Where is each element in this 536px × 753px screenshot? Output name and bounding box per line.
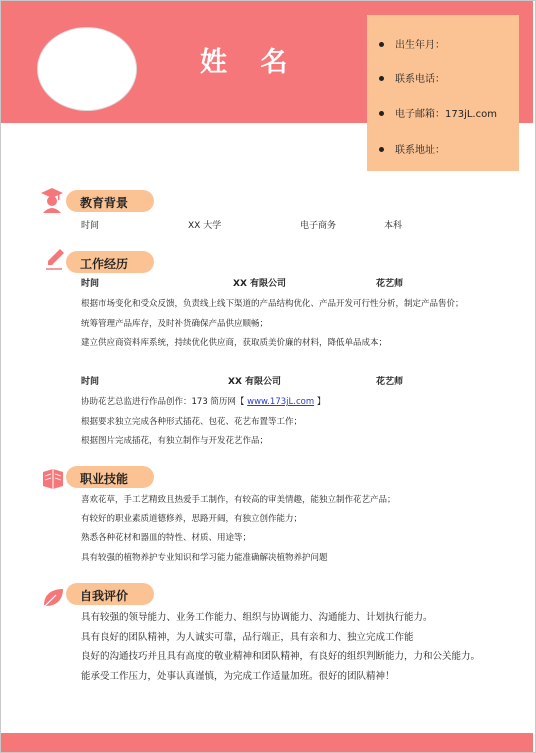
job-title: 花艺师 [376,377,404,387]
section-title: 教育背景 [80,196,129,210]
skill-line: 具有较强的植物养护专业知识和学习能力能准确解决植物养护问题 [81,553,328,563]
self-line: 具有良好的团队精神，为人诚实可靠，品行端正，具有亲和力、独立完成工作能 [81,632,414,643]
job-duty: 协助花艺总监进行作品创作：173 简历网【 www.173jL.com 】 [81,397,326,407]
skill-line: 喜欢花草，手工艺精致且热爱手工制作，有较高的审美情趣，能独立制作花艺产品； [81,495,396,505]
website-link[interactable]: www.173jL.com [247,397,315,407]
contact-address: 联系地址： [379,141,445,156]
bullet-icon [379,76,384,81]
self-line: 具有较强的领导能力、业务工作能力、组织与协调能力、沟通能力、计划执行能力。 [81,612,433,623]
footer-band [1,733,533,752]
edu-time: 时间 [81,221,100,231]
section-title: 自我评价 [80,589,129,603]
job-time: 时间 [81,279,100,289]
skill-line: 熟悉各种花材和器皿的特性、材质、用途等； [81,533,252,543]
edu-school: XX 大学 [188,221,222,231]
job-duty: 统筹管理产品库存，及时补货确保产品供应顺畅； [81,319,269,329]
page-title: 姓 名 [200,47,300,78]
graduation-icon [40,186,64,214]
section-title: 职业技能 [80,472,129,486]
contact-email: 电子邮箱：173jL.com [379,105,497,120]
contact-birth: 出生年月： [379,36,445,51]
section-skills [66,466,154,488]
bullet-icon [379,111,384,116]
edu-major: 电子商务 [300,221,337,231]
job-duty: 建立供应商资料库系统，持续优化供应商，获取质美价廉的材料，降低单品成本； [81,338,388,348]
job-duty: 根据图片完成插花，有独立制作与开发花艺作品； [81,436,269,446]
section-work [66,251,154,273]
self-line: 能承受工作压力，处事认真谨慎，为完成工作适量加班。很好的团队精神！ [81,671,395,682]
edu-degree: 本科 [384,221,403,231]
job-time: 时间 [81,377,100,387]
job-duty: 根据要求独立完成各种形式插花、包花、花艺布置等工作； [81,417,303,427]
job-duty: 根据市场变化和受众反馈，负责线上线下渠道的产品结构优化、产品开发可行性分析，制定产品售价； [81,299,464,309]
job-company: XX 有限公司 [233,279,287,289]
skill-line: 有较好的职业素质道德修养，思路开阔，有独立创作能力； [81,514,303,524]
bullet-icon [379,42,384,47]
section-self-evaluation [66,583,154,605]
pencil-icon [44,247,66,271]
bullet-icon [379,147,384,152]
self-line: 良好的沟通技巧并且具有高度的敬业精神和团队精神，有良好的组织判断能力，力和公关能力。 [81,651,481,662]
section-title: 工作经历 [80,257,129,271]
contact-box [367,15,519,171]
avatar [37,27,137,111]
leaf-icon [41,586,65,608]
section-education [66,190,154,212]
contact-phone: 联系电话： [379,70,445,85]
job-title: 花艺师 [376,279,404,289]
books-icon [41,466,65,490]
job-company: XX 有限公司 [228,377,282,387]
